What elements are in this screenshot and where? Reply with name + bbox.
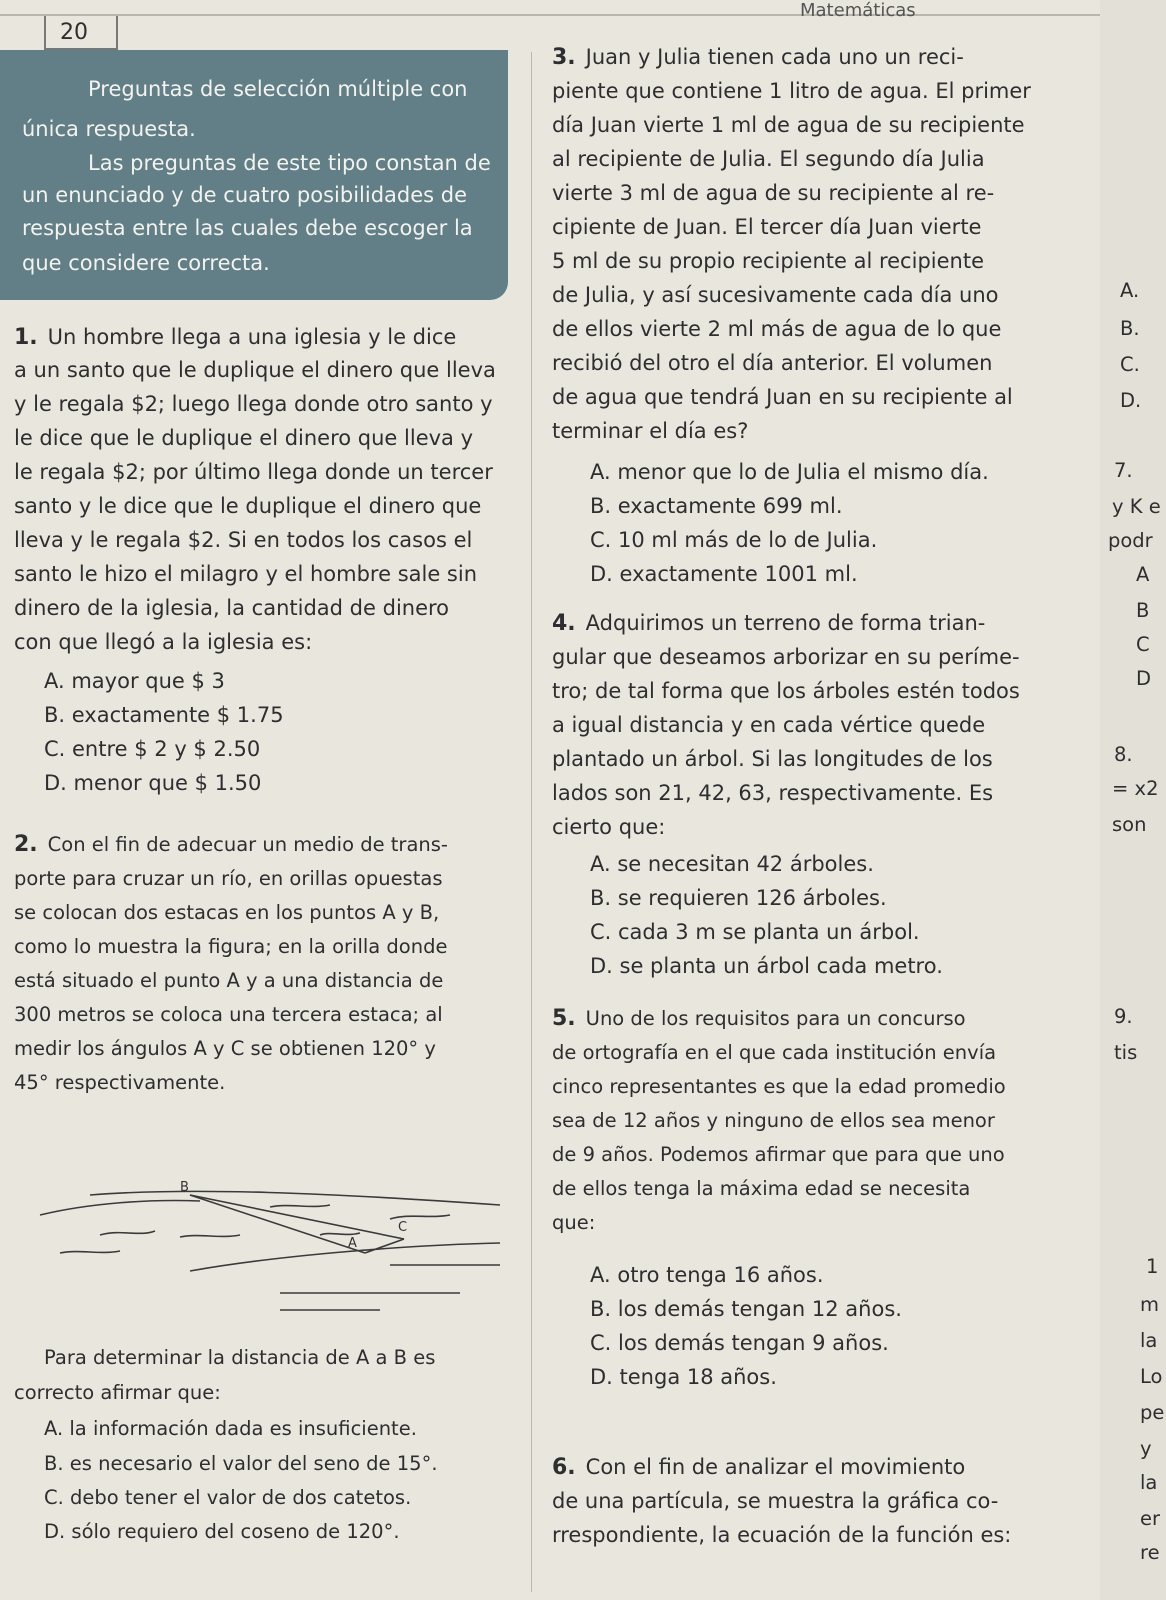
- margin-fragment: y K e: [1112, 495, 1161, 518]
- q2-question-line: correcto afirmar que:: [14, 1381, 221, 1404]
- q5-number: 5.: [552, 1006, 576, 1031]
- instructions-title: Preguntas de selección múltiple con: [88, 77, 468, 101]
- margin-fragment: C: [1136, 633, 1150, 656]
- margin-fragment: podr: [1108, 529, 1153, 552]
- margin-fragment: D.: [1120, 389, 1142, 412]
- q3-text-line: Juan y Julia tienen cada uno un reci-: [585, 45, 964, 69]
- q2-text-line: como lo muestra la figura; en la orilla donde: [14, 935, 448, 958]
- margin-fragment: re: [1140, 1541, 1160, 1564]
- margin-fragment: B.: [1120, 317, 1140, 340]
- q3-text-line: terminar el día es?: [552, 419, 749, 443]
- q5-text-line: de ortografía en el que cada institución envía: [552, 1041, 997, 1064]
- instructions-title-cont: única respuesta.: [22, 117, 196, 141]
- instructions-line: que considere correcta.: [22, 251, 270, 275]
- river-bank-far: [90, 1191, 500, 1205]
- q5-option: D. tenga 18 años.: [590, 1365, 777, 1389]
- q2-option: C. debo tener el valor de dos catetos.: [44, 1486, 412, 1509]
- margin-fragment: y: [1140, 1437, 1152, 1460]
- q4-text-line: lados son 21, 42, 63, respectivamente. Es: [552, 781, 994, 805]
- q5-text-line: cinco representantes es que la edad promedio: [552, 1075, 1006, 1098]
- q1-first-line: [14, 324, 456, 351]
- q2-text-line: 300 metros se coloca una tercera estaca; al: [14, 1003, 443, 1026]
- margin-fragment: C.: [1120, 353, 1140, 376]
- q6-first-line: [552, 1454, 965, 1481]
- q1-option: D. menor que $ 1.50: [44, 771, 262, 795]
- header-rule: [0, 14, 1166, 16]
- q6-text-line: de una partícula, se muestra la gráfica co-: [552, 1489, 999, 1513]
- q2-text-line: medir los ángulos A y C se obtienen 120° y: [14, 1037, 436, 1060]
- margin-fragment: 1: [1146, 1255, 1159, 1278]
- q2-option: D. sólo requiero del coseno de 120°.: [44, 1520, 400, 1543]
- q6-text-line: Con el fin de analizar el movimiento: [585, 1455, 966, 1479]
- margin-fragment: son: [1112, 813, 1147, 836]
- point-c-label: C: [398, 1220, 408, 1235]
- q1-text-line: santo y le dice que le duplique el dinero que: [14, 494, 482, 518]
- q5-first-line: [552, 1006, 966, 1032]
- q3-text-line: recibió del otro el día anterior. El volumen: [552, 351, 993, 375]
- q3-text-line: vierte 3 ml de agua de su recipiente al re-: [552, 181, 995, 205]
- q3-first-line: [552, 44, 964, 71]
- q5-text-line: Uno de los requisitos para un concurso: [585, 1007, 966, 1030]
- q4-option: B. se requieren 126 árboles.: [590, 886, 887, 910]
- q2-text-line: se colocan dos estacas en los puntos A y B,: [14, 901, 440, 924]
- q1-text-line: con que llegó a la iglesia es:: [14, 630, 313, 654]
- q4-text-line: tro; de tal forma que los árboles estén todos: [552, 679, 1020, 703]
- q1-text-line: le dice que le duplique el dinero que lleva y: [14, 426, 474, 450]
- q1-text-line: Un hombre llega a una iglesia y le dice: [47, 325, 457, 349]
- q5-text-line: de ellos tenga la máxima edad se necesita: [552, 1177, 971, 1200]
- q4-option: A. se necesitan 42 árboles.: [590, 852, 874, 876]
- margin-fragment: tis: [1114, 1041, 1138, 1064]
- margin-fragment: pe: [1140, 1401, 1165, 1424]
- margin-fragment: m: [1140, 1293, 1159, 1316]
- q4-option: D. se planta un árbol cada metro.: [590, 954, 943, 978]
- q6-text-line: rrespondiente, la ecuación de la función es:: [552, 1523, 1012, 1547]
- subject-header: Matemáticas: [800, 0, 916, 21]
- river-figure: [30, 1175, 530, 1325]
- segment-ac: [365, 1239, 404, 1253]
- point-b-label: B: [180, 1180, 189, 1195]
- q3-text-line: de Julia, y así sucesivamente cada día uno: [552, 283, 999, 307]
- margin-fragment: 8.: [1114, 743, 1133, 766]
- q2-number: 2.: [14, 832, 38, 857]
- q4-text-line: Adquirimos un terreno de forma trian-: [585, 611, 986, 635]
- q4-option: C. cada 3 m se planta un árbol.: [590, 920, 920, 944]
- margin-fragment: A: [1136, 563, 1150, 586]
- segment-bc: [190, 1195, 404, 1239]
- q2-text-line: está situado el punto A y a una distancia de: [14, 969, 444, 992]
- q1-text-line: a un santo que le duplique el dinero que lleva: [14, 358, 496, 382]
- q2-first-line: [14, 832, 448, 858]
- q3-option: C. 10 ml más de lo de Julia.: [590, 528, 878, 552]
- margin-fragment: B: [1136, 599, 1150, 622]
- margin-fragment: A.: [1120, 279, 1140, 302]
- q5-text-line: sea de 12 años y ninguno de ellos sea menor: [552, 1109, 995, 1132]
- q1-text-line: lleva y le regala $2. Si en todos los casos el: [14, 528, 473, 552]
- margin-fragment: la: [1140, 1471, 1158, 1494]
- q1-number: 1.: [14, 325, 38, 350]
- margin-fragment: = x2: [1112, 777, 1159, 800]
- margin-fragment: 7.: [1114, 459, 1133, 482]
- margin-fragment: D: [1136, 667, 1152, 690]
- q5-option: A. otro tenga 16 años.: [590, 1263, 824, 1287]
- q1-text-line: y le regala $2; luego llega donde otro santo y: [14, 392, 493, 416]
- q3-text-line: piente que contiene 1 litro de agua. El primer: [552, 79, 1031, 103]
- page-number: 20: [60, 20, 88, 45]
- q3-text-line: de ellos vierte 2 ml más de agua de lo que: [552, 317, 1002, 341]
- instructions-line: un enunciado y de cuatro posibilidades de: [22, 183, 468, 207]
- q3-option: D. exactamente 1001 ml.: [590, 562, 858, 586]
- q4-number: 4.: [552, 611, 576, 636]
- column-divider: [531, 52, 532, 1592]
- q1-option: B. exactamente $ 1.75: [44, 703, 284, 727]
- q4-text-line: cierto que:: [552, 815, 666, 839]
- q4-text-line: gular que deseamos arborizar en su períme-: [552, 645, 1020, 669]
- q3-option: B. exactamente 699 ml.: [590, 494, 843, 518]
- q1-text-line: le regala $2; por último llega donde un tercer: [14, 460, 493, 484]
- point-a-label: A: [348, 1236, 357, 1251]
- q2-option: B. es necesario el valor del seno de 15°.: [44, 1452, 438, 1475]
- q3-text-line: al recipiente de Julia. El segundo día Julia: [552, 147, 985, 171]
- q5-text-line: de 9 años. Podemos afirmar que para que uno: [552, 1143, 1005, 1166]
- q1-option: C. entre $ 2 y $ 2.50: [44, 737, 261, 761]
- q2-text-line: Con el fin de adecuar un medio de trans-: [47, 833, 448, 856]
- margin-fragment: er: [1140, 1507, 1161, 1530]
- q4-text-line: a igual distancia y en cada vértice quede: [552, 713, 986, 737]
- q2-question-line: Para determinar la distancia de A a B es: [44, 1346, 436, 1369]
- q3-number: 3.: [552, 45, 576, 70]
- q2-text-line: 45° respectivamente.: [14, 1071, 226, 1094]
- q4-first-line: [552, 610, 985, 637]
- q1-text-line: santo le hizo el milagro y el hombre sale sin: [14, 562, 478, 586]
- q3-text-line: cipiente de Juan. El tercer día Juan vierte: [552, 215, 982, 239]
- q2-option: A. la información dada es insuficiente.: [44, 1417, 417, 1440]
- q1-option: A. mayor que $ 3: [44, 669, 225, 693]
- instructions-line: respuesta entre las cuales debe escoger la: [22, 216, 473, 240]
- q3-text-line: día Juan vierte 1 ml de agua de su recipiente: [552, 113, 1025, 137]
- margin-fragment: 9.: [1114, 1005, 1133, 1028]
- instructions-box: [0, 50, 508, 300]
- q4-text-line: plantado un árbol. Si las longitudes de los: [552, 747, 993, 771]
- q5-option: C. los demás tengan 9 años.: [590, 1331, 889, 1355]
- q5-text-line: que:: [552, 1211, 596, 1234]
- margin-fragment: Lo: [1140, 1365, 1163, 1388]
- q5-option: B. los demás tengan 12 años.: [590, 1297, 902, 1321]
- q6-number: 6.: [552, 1455, 576, 1480]
- q3-text-line: de agua que tendrá Juan en su recipiente al: [552, 385, 1013, 409]
- q1-text-line: dinero de la iglesia, la cantidad de dinero: [14, 596, 450, 620]
- q2-text-line: porte para cruzar un río, en orillas opuestas: [14, 867, 443, 890]
- instructions-line: Las preguntas de este tipo constan de: [88, 151, 491, 175]
- segment-ab: [190, 1195, 365, 1253]
- margin-fragment: la: [1140, 1329, 1158, 1352]
- q3-option: A. menor que lo de Julia el mismo día.: [590, 460, 989, 484]
- q3-text-line: 5 ml de su propio recipiente al recipiente: [552, 249, 984, 273]
